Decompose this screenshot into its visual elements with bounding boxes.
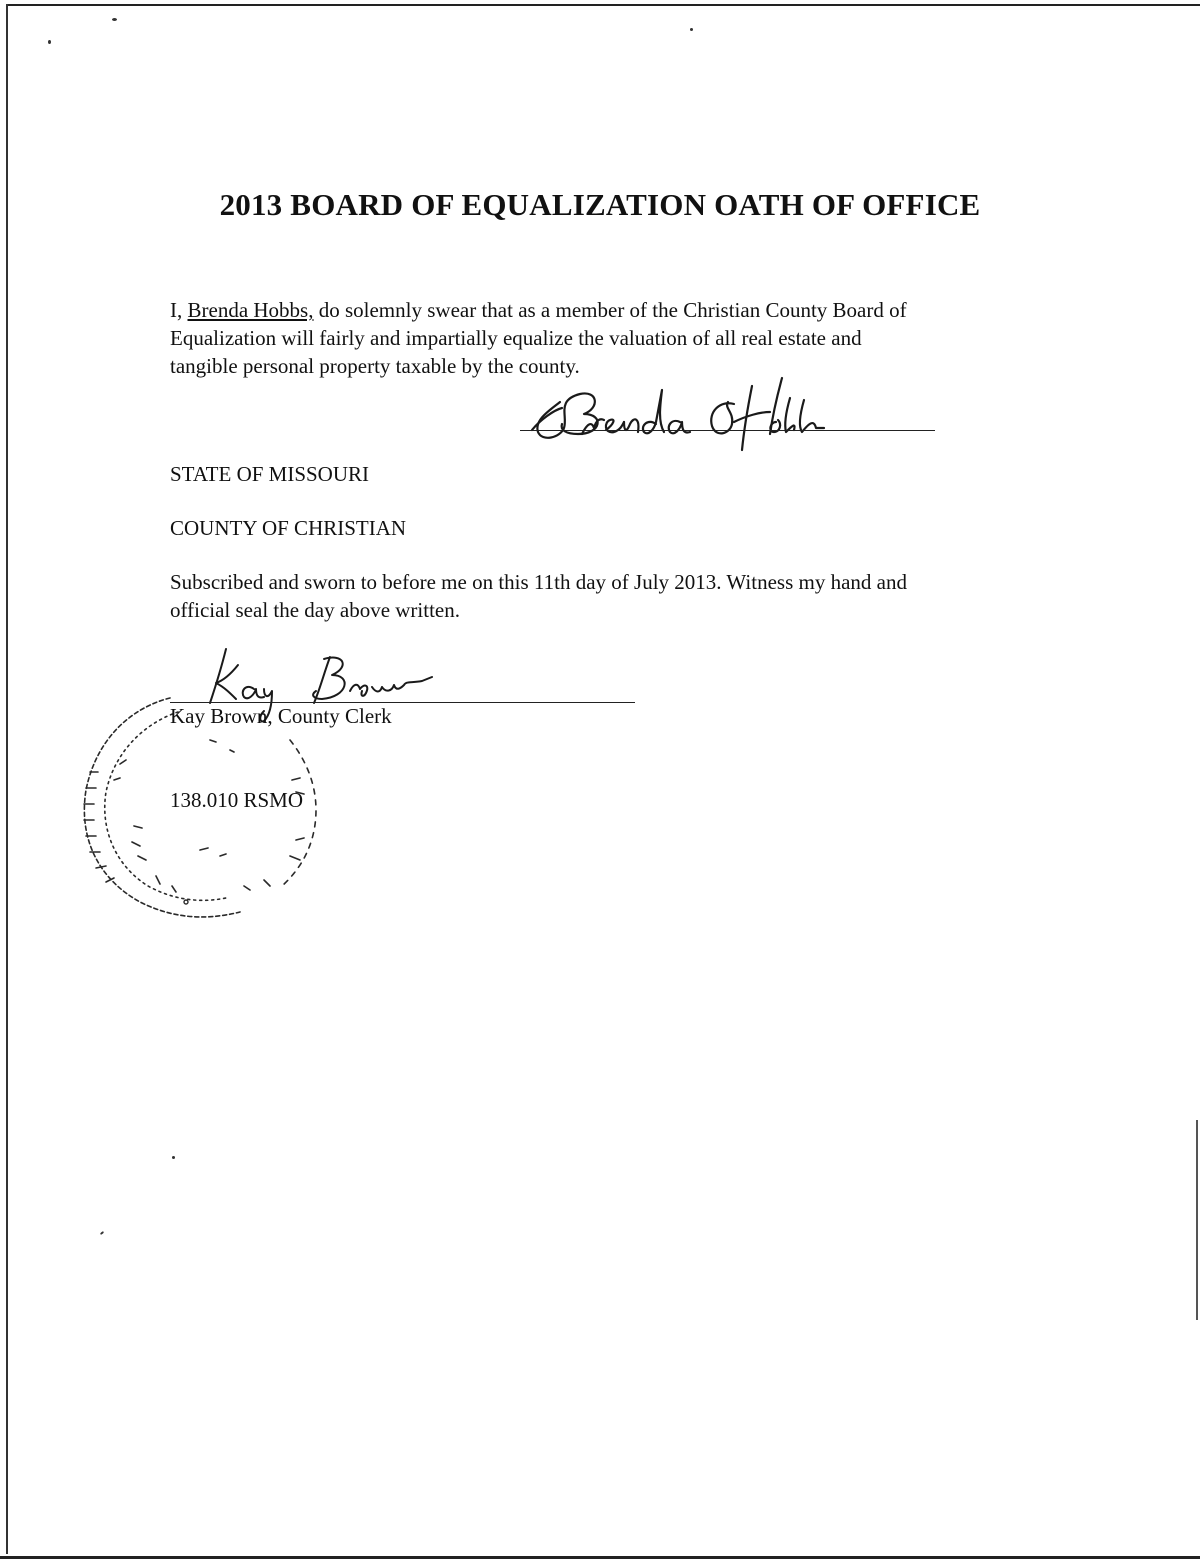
oath-line-2: Equalization will fairly and impartially equalize the valuation of all real estate and [170, 326, 862, 350]
member-signature-line [520, 430, 935, 431]
scan-speck [172, 1156, 175, 1159]
oath-line-1 [170, 296, 1030, 324]
county-heading: COUNTY OF CHRISTIAN [170, 516, 407, 540]
document-title: 2013 BOARD OF EQUALIZATION OATH OF OFFICE [219, 187, 981, 222]
scan-speck [690, 28, 693, 31]
member-name: Brenda Hobbs, [187, 298, 314, 322]
oath-prefix: I, [170, 298, 188, 322]
page-top-border [6, 4, 1200, 6]
sworn-line-1: Subscribed and sworn to before me on this 11th day of July 2013. Witness my hand and [170, 570, 907, 594]
sworn-paragraph [170, 568, 1030, 624]
page-right-border [1196, 1120, 1198, 1320]
clerk-signature-line [170, 702, 635, 703]
page-left-border [6, 4, 8, 1554]
clerk-name-title: Kay Brown, County Clerk [170, 704, 392, 728]
scan-speck [100, 1231, 104, 1235]
statute-reference: 138.010 RSMO [170, 788, 304, 812]
sworn-line-2: official seal the day above written. [170, 598, 461, 622]
oath-line-3: tangible personal property taxable by the county. [170, 354, 580, 378]
page-bottom-border [0, 1556, 1200, 1559]
state-heading: STATE OF MISSOURI [170, 462, 370, 486]
scan-speck [112, 18, 117, 21]
scan-speck [48, 40, 51, 44]
oath-line-1-rest: do solemnly swear that as a member of the Christian County Board of [313, 298, 907, 322]
member-signature [520, 350, 840, 460]
